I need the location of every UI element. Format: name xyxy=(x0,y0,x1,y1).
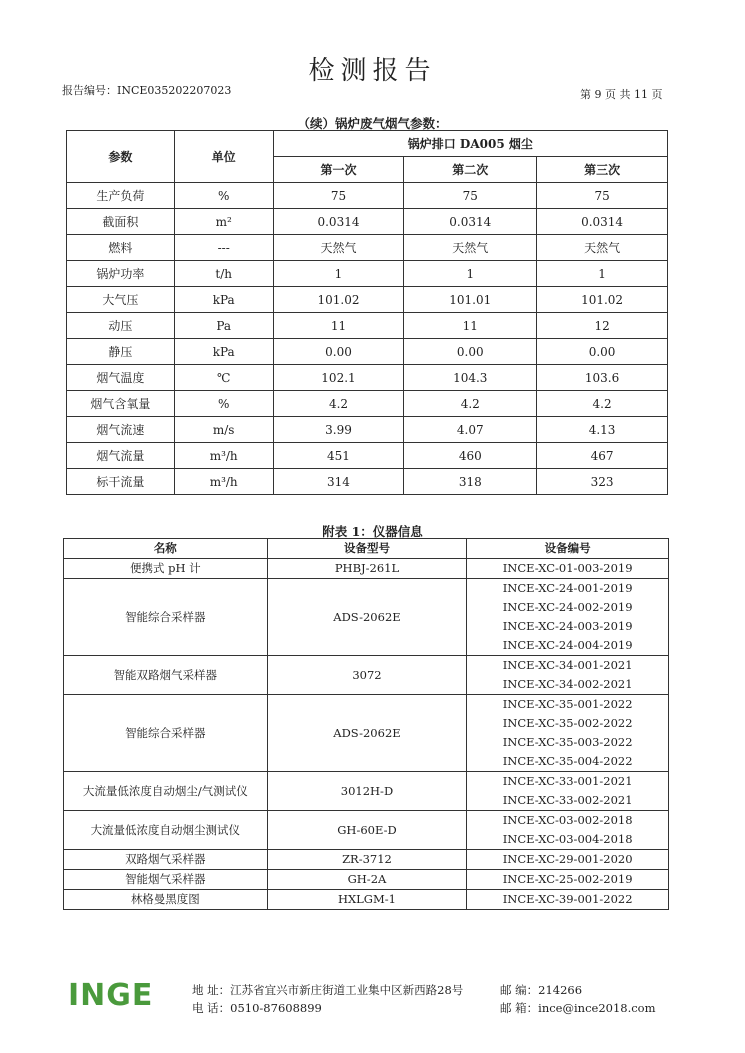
run-2-value: 4.2 xyxy=(404,391,537,417)
param-cell: 燃料 xyxy=(67,235,175,261)
col-header-name: 名称 xyxy=(64,539,268,559)
unit-cell: m³/h xyxy=(174,443,273,469)
param-cell: 截面积 xyxy=(67,209,175,235)
instrument-name: 双路烟气采样器 xyxy=(64,850,268,870)
run-2-value: 0.00 xyxy=(404,339,537,365)
table-row xyxy=(64,890,669,910)
instrument-model: 3072 xyxy=(267,656,467,695)
table-row xyxy=(67,391,668,417)
instrument-code: INCE-XC-24-001-2019 xyxy=(502,581,633,595)
param-cell: 锅炉功率 xyxy=(67,261,175,287)
instruments-table xyxy=(63,538,669,910)
run-1-value: 1 xyxy=(273,261,404,287)
table-row xyxy=(64,772,669,811)
run-2-value: 4.07 xyxy=(404,417,537,443)
table-row xyxy=(64,656,669,695)
run-1-value: 101.02 xyxy=(273,287,404,313)
unit-cell: ℃ xyxy=(174,365,273,391)
col-header-run-2: 第二次 xyxy=(404,157,537,183)
run-3-value: 323 xyxy=(537,469,668,495)
table-row xyxy=(64,579,669,656)
company-logo: INGE xyxy=(68,978,154,1013)
run-1-value: 4.2 xyxy=(273,391,404,417)
report-title: 检测报告 xyxy=(308,56,437,86)
unit-cell: % xyxy=(174,391,273,417)
table-row xyxy=(67,339,668,365)
run-2-value: 104.3 xyxy=(404,365,537,391)
col-header-unit: 单位 xyxy=(174,131,273,183)
run-1-value: 0.00 xyxy=(273,339,404,365)
param-cell: 静压 xyxy=(67,339,175,365)
col-header-param: 参数 xyxy=(67,131,175,183)
footer-zip: 邮 编：214266 xyxy=(500,983,583,997)
run-2-value: 101.01 xyxy=(404,287,537,313)
run-2-value: 0.0314 xyxy=(404,209,537,235)
run-3-value: 467 xyxy=(537,443,668,469)
instrument-codes xyxy=(467,656,669,695)
unit-cell: kPa xyxy=(174,287,273,313)
page-number: 第 9 页 共 11 页 xyxy=(580,88,663,101)
instrument-codes xyxy=(467,559,669,579)
run-3-value: 4.2 xyxy=(537,391,668,417)
param-cell: 烟气流速 xyxy=(67,417,175,443)
instruments-table-caption: 附表 1：仪器信息 xyxy=(322,524,423,539)
instrument-name: 便携式 pH 计 xyxy=(64,559,268,579)
instrument-code: INCE-XC-24-002-2019 xyxy=(502,600,633,614)
run-1-value: 102.1 xyxy=(273,365,404,391)
instrument-name: 林格曼黑度图 xyxy=(64,890,268,910)
instrument-code: INCE-XC-35-004-2022 xyxy=(502,754,633,768)
param-cell: 大气压 xyxy=(67,287,175,313)
instrument-code: INCE-XC-01-003-2019 xyxy=(502,561,633,575)
run-2-value: 天然气 xyxy=(404,235,537,261)
instrument-codes xyxy=(467,579,669,656)
run-3-value: 101.02 xyxy=(537,287,668,313)
instrument-code: INCE-XC-35-002-2022 xyxy=(502,716,633,730)
table-row xyxy=(64,811,669,850)
run-1-value: 天然气 xyxy=(273,235,404,261)
run-3-value: 75 xyxy=(537,183,668,209)
footer-phone: 电 话：0510-87608899 xyxy=(192,1001,322,1015)
instrument-code: INCE-XC-33-002-2021 xyxy=(502,793,633,807)
table-row xyxy=(67,261,668,287)
instrument-code: INCE-XC-35-003-2022 xyxy=(502,735,633,749)
table-row xyxy=(67,183,668,209)
run-1-value: 0.0314 xyxy=(273,209,404,235)
instrument-code: INCE-XC-39-001-2022 xyxy=(502,892,633,906)
col-header-model: 设备型号 xyxy=(267,539,467,559)
run-1-value: 75 xyxy=(273,183,404,209)
instrument-model: 3012H-D xyxy=(267,772,467,811)
instrument-name: 智能双路烟气采样器 xyxy=(64,656,268,695)
run-3-value: 天然气 xyxy=(537,235,668,261)
run-3-value: 4.13 xyxy=(537,417,668,443)
run-1-value: 451 xyxy=(273,443,404,469)
table-row xyxy=(64,870,669,890)
run-3-value: 1 xyxy=(537,261,668,287)
table-row xyxy=(67,313,668,339)
unit-cell: m/s xyxy=(174,417,273,443)
flue-gas-params-table xyxy=(66,130,668,495)
run-3-value: 0.0314 xyxy=(537,209,668,235)
instrument-code: INCE-XC-34-001-2021 xyxy=(502,658,633,672)
instrument-code: INCE-XC-24-003-2019 xyxy=(502,619,633,633)
report-number: 报告编号：INCE035202207023 xyxy=(62,84,232,97)
instrument-code: INCE-XC-35-001-2022 xyxy=(502,697,633,711)
unit-cell: --- xyxy=(174,235,273,261)
run-2-value: 11 xyxy=(404,313,537,339)
unit-cell: % xyxy=(174,183,273,209)
run-2-value: 75 xyxy=(404,183,537,209)
instrument-codes xyxy=(467,811,669,850)
table-row xyxy=(64,850,669,870)
instrument-name: 大流量低浓度自动烟尘/气测试仪 xyxy=(64,772,268,811)
footer-address: 地 址：江苏省宜兴市新庄街道工业集中区新西路28号 xyxy=(192,983,464,997)
table-row xyxy=(64,695,669,772)
unit-cell: kPa xyxy=(174,339,273,365)
footer-email: 邮 箱：ince@ince2018.com xyxy=(500,1001,656,1015)
table-row xyxy=(67,235,668,261)
instrument-code: INCE-XC-03-004-2018 xyxy=(502,832,633,846)
param-cell: 烟气流量 xyxy=(67,443,175,469)
instrument-codes xyxy=(467,870,669,890)
run-2-value: 318 xyxy=(404,469,537,495)
instrument-name: 智能综合采样器 xyxy=(64,579,268,656)
instrument-codes xyxy=(467,890,669,910)
run-3-value: 103.6 xyxy=(537,365,668,391)
param-cell: 烟气含氧量 xyxy=(67,391,175,417)
unit-cell: t/h xyxy=(174,261,273,287)
run-1-value: 314 xyxy=(273,469,404,495)
param-cell: 生产负荷 xyxy=(67,183,175,209)
col-header-run-3: 第三次 xyxy=(537,157,668,183)
instrument-codes xyxy=(467,772,669,811)
instrument-code: INCE-XC-29-001-2020 xyxy=(502,852,633,866)
instrument-codes xyxy=(467,850,669,870)
param-cell: 标干流量 xyxy=(67,469,175,495)
run-3-value: 0.00 xyxy=(537,339,668,365)
run-2-value: 1 xyxy=(404,261,537,287)
instrument-code: INCE-XC-33-001-2021 xyxy=(502,774,633,788)
instrument-code: INCE-XC-24-004-2019 xyxy=(502,638,633,652)
run-1-value: 11 xyxy=(273,313,404,339)
param-cell: 动压 xyxy=(67,313,175,339)
unit-cell: Pa xyxy=(174,313,273,339)
instrument-name: 智能综合采样器 xyxy=(64,695,268,772)
instrument-code: INCE-XC-03-002-2018 xyxy=(502,813,633,827)
table-row xyxy=(67,443,668,469)
params-table-caption: （续）锅炉废气烟气参数： xyxy=(297,116,448,131)
param-cell: 烟气温度 xyxy=(67,365,175,391)
run-1-value: 3.99 xyxy=(273,417,404,443)
instrument-code: INCE-XC-25-002-2019 xyxy=(502,872,633,886)
run-3-value: 12 xyxy=(537,313,668,339)
col-header-outlet: 锅炉排口 DA005 烟尘 xyxy=(273,131,667,157)
table-row xyxy=(67,209,668,235)
table-row xyxy=(67,287,668,313)
instrument-codes xyxy=(467,695,669,772)
instrument-model: GH-60E-D xyxy=(267,811,467,850)
unit-cell: m³/h xyxy=(174,469,273,495)
table-row xyxy=(64,559,669,579)
instrument-code: INCE-XC-34-002-2021 xyxy=(502,677,633,691)
instrument-model: ADS-2062E xyxy=(267,695,467,772)
table-row xyxy=(67,365,668,391)
table-row xyxy=(67,469,668,495)
unit-cell: m² xyxy=(174,209,273,235)
instrument-model: GH-2A xyxy=(267,870,467,890)
instrument-model: PHBJ-261L xyxy=(267,559,467,579)
table-row xyxy=(67,417,668,443)
col-header-run-1: 第一次 xyxy=(273,157,404,183)
run-2-value: 460 xyxy=(404,443,537,469)
col-header-code: 设备编号 xyxy=(467,539,669,559)
instrument-model: ZR-3712 xyxy=(267,850,467,870)
instrument-model: ADS-2062E xyxy=(267,579,467,656)
instrument-model: HXLGM-1 xyxy=(267,890,467,910)
instrument-name: 大流量低浓度自动烟尘测试仪 xyxy=(64,811,268,850)
instrument-name: 智能烟气采样器 xyxy=(64,870,268,890)
